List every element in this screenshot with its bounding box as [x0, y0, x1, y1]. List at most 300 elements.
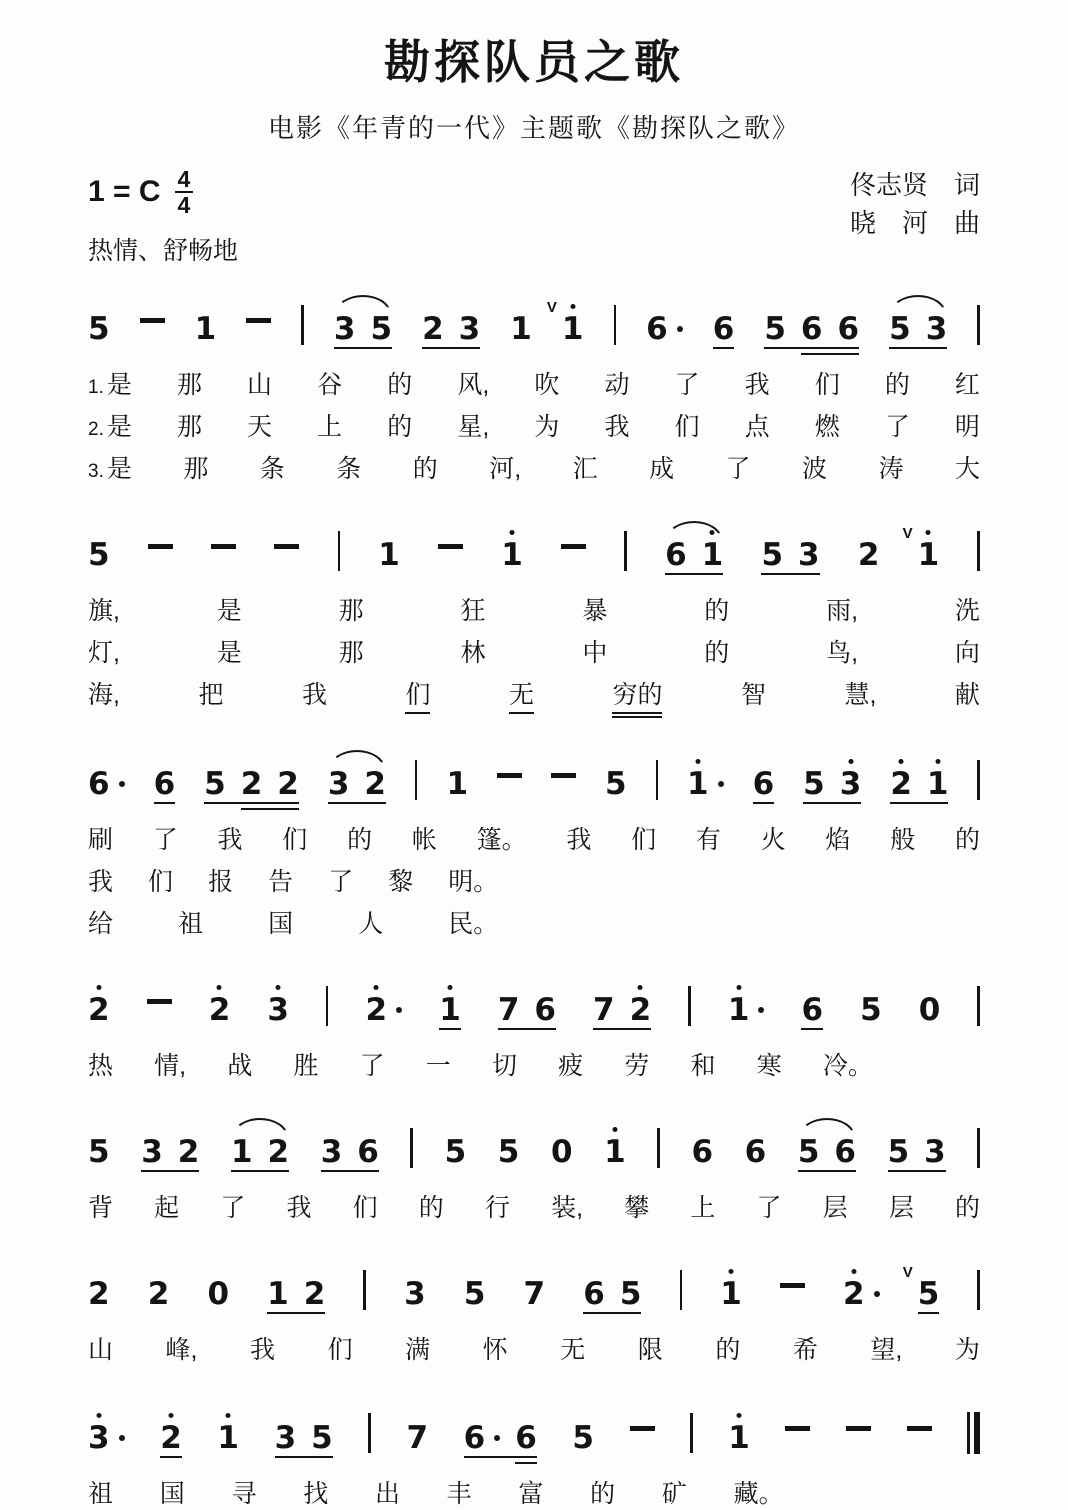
lyric-syllable: 装,	[551, 1194, 584, 1223]
beam-group	[204, 765, 299, 802]
lyric-syllable: 我	[250, 1336, 276, 1365]
note	[274, 1419, 297, 1456]
note-digit: 6	[646, 310, 668, 347]
beam-group	[497, 991, 556, 1028]
note-digit: 1	[439, 994, 461, 1027]
note-digit: 7	[406, 1419, 429, 1456]
lyric-syllable: 的	[884, 371, 910, 400]
note	[364, 765, 386, 802]
beam-group	[583, 1275, 642, 1312]
lyrics-line	[88, 1188, 980, 1224]
music-system	[88, 1250, 980, 1366]
note	[333, 310, 356, 347]
lyric-syllable: 山	[88, 1336, 114, 1365]
note	[691, 1133, 714, 1170]
note	[797, 1133, 820, 1170]
note-digit: 5	[444, 1133, 467, 1170]
note	[604, 1133, 626, 1170]
song-subtitle: 电影《年青的一代》主题歌《勘探队之歌》	[267, 114, 800, 143]
beam-underline	[275, 1456, 333, 1459]
beam-underline	[593, 1028, 651, 1031]
lyric-syllable: 们	[405, 675, 430, 714]
lyric-syllable: 3. 是	[88, 455, 132, 484]
note-digit: 2	[160, 1422, 182, 1455]
note	[404, 1275, 426, 1312]
beam-underline	[334, 347, 392, 350]
lyric-syllable: 有	[695, 826, 721, 855]
note-digit: 5	[797, 1133, 820, 1170]
lyrics-line	[88, 365, 980, 401]
lyrics-line	[88, 675, 980, 714]
beam-group	[800, 310, 860, 347]
lyric-syllable: 海,	[88, 681, 120, 710]
lyric-syllable: 寻	[231, 1480, 257, 1509]
note-digit: 1	[927, 768, 949, 801]
beam-group	[439, 991, 461, 1028]
note	[88, 1133, 110, 1170]
note	[267, 1275, 289, 1312]
barline	[326, 986, 329, 1026]
lyrics-line	[88, 407, 980, 443]
note-digit: 2	[303, 1275, 326, 1312]
note	[887, 1133, 910, 1170]
lyric-syllable: 人	[358, 910, 384, 939]
duration-dash	[140, 318, 165, 323]
lyric-syllable: 为	[534, 413, 560, 442]
beam-group	[153, 765, 176, 802]
lyric-syllable: 们	[352, 1194, 378, 1223]
lyric-syllable: 的	[412, 455, 438, 484]
slur-arc	[666, 521, 722, 540]
lyric-syllable: 们	[148, 868, 174, 897]
beam-group	[327, 765, 386, 802]
lyric-syllable: 热	[88, 1052, 114, 1081]
lyric-syllable: 帐	[411, 826, 437, 855]
beam-underline	[801, 1028, 823, 1031]
note	[147, 1275, 170, 1312]
note	[605, 765, 627, 802]
note	[88, 536, 110, 573]
notation-line	[88, 740, 980, 814]
slur-arc	[232, 1118, 288, 1137]
note	[88, 1419, 125, 1456]
note	[177, 1133, 200, 1170]
lyric-syllable: 般	[890, 826, 916, 855]
note-digit: 5	[88, 536, 110, 573]
beam-group	[274, 1419, 333, 1456]
slur-arc	[799, 1118, 855, 1137]
note-digit: 2	[177, 1133, 200, 1170]
lyric-syllable: 无	[560, 1336, 586, 1365]
barline	[690, 1413, 693, 1453]
lyric-syllable: 们	[282, 826, 308, 855]
score	[88, 285, 980, 1510]
note	[439, 991, 461, 1028]
lyric-syllable: 为	[954, 1336, 980, 1365]
octave-dot	[510, 530, 515, 535]
note	[752, 765, 775, 802]
note-digit: 6	[691, 1133, 714, 1170]
note-digit: 6	[534, 991, 556, 1028]
note	[88, 765, 125, 802]
lyric-syllable: 穷的	[612, 675, 662, 714]
octave-dot	[737, 1413, 742, 1418]
note-digit: 3	[327, 765, 350, 802]
note-digit: 3	[798, 536, 820, 573]
note	[463, 1275, 486, 1312]
lyricist-credit: 佟志贤 词	[849, 171, 980, 200]
lyric-syllable: 我	[301, 681, 327, 710]
note-digit: 1	[230, 1133, 253, 1170]
beam-group	[422, 310, 481, 347]
lyrics-line	[88, 1330, 980, 1366]
octave-dot	[217, 985, 222, 990]
lyric-syllable: 谷	[317, 371, 343, 400]
note-digit: 2	[240, 765, 263, 802]
note	[406, 1419, 429, 1456]
lyric-syllable: 了	[220, 1194, 246, 1223]
notation-line	[88, 285, 980, 359]
note	[764, 310, 786, 347]
note	[207, 1275, 230, 1312]
beam-underline	[154, 802, 176, 805]
lyric-syllable: 星,	[457, 413, 490, 442]
beam-group	[463, 1419, 537, 1456]
note-digit: 0	[918, 991, 941, 1028]
note	[744, 1133, 767, 1170]
note-digit: 5	[889, 310, 911, 347]
lyric-syllable: 上	[317, 413, 343, 442]
duration-dash	[438, 544, 463, 549]
beam-underline	[889, 347, 947, 350]
note-digit: 6	[463, 1419, 486, 1456]
key-tempo-block	[88, 167, 238, 267]
note	[720, 1275, 742, 1312]
note-digit: 2	[267, 1133, 290, 1170]
note-digit: 6	[801, 991, 824, 1028]
duration-dash	[630, 1426, 655, 1431]
lyric-syllable: 的	[347, 826, 373, 855]
lyric-syllable: 我	[217, 826, 243, 855]
note	[267, 991, 289, 1028]
notation-line	[88, 1250, 980, 1324]
note	[902, 524, 940, 573]
note-digit: 6	[515, 1419, 537, 1456]
note	[857, 536, 880, 573]
note-digit: 3	[88, 1422, 110, 1455]
octave-dot	[695, 759, 700, 764]
lyric-syllable: 焰	[825, 826, 851, 855]
lyric-syllable: 是	[216, 639, 242, 668]
note-digit: 1	[446, 765, 469, 802]
lyric-syllable: 吹	[534, 371, 560, 400]
note-digit: 1	[918, 539, 940, 572]
lyric-syllable: 篷。	[476, 826, 527, 855]
duration-dash	[147, 999, 172, 1004]
slur-arc	[335, 295, 391, 314]
duration-dash	[274, 544, 299, 549]
duration-dash	[551, 773, 576, 778]
lyrics-line	[88, 449, 980, 485]
beam-group	[752, 765, 775, 802]
note	[629, 991, 652, 1028]
beam-underline	[328, 802, 386, 805]
lyrics-line	[88, 862, 498, 898]
slur-arc	[329, 750, 385, 769]
augmentation-dot	[494, 1435, 500, 1441]
note	[925, 310, 948, 347]
beam-underline	[160, 1456, 182, 1459]
beam-underline	[798, 1170, 856, 1173]
barline	[415, 760, 418, 800]
verse-number: 2.	[88, 419, 104, 441]
octave-dot	[851, 1269, 856, 1274]
lyric-syllable: 林	[460, 639, 486, 668]
octave-dot	[926, 530, 931, 535]
breath-mark: V	[546, 298, 557, 316]
lyric-syllable: 我	[604, 413, 630, 442]
augmentation-dot	[718, 781, 724, 787]
lyric-syllable: 涛	[878, 455, 904, 484]
lyric-syllable: 峰,	[165, 1336, 198, 1365]
note	[839, 765, 862, 802]
tempo-marking: 热情、舒畅地	[88, 237, 239, 266]
note-digit: 5	[917, 1275, 940, 1312]
beam-group	[761, 536, 820, 573]
barline	[977, 1270, 980, 1310]
note-digit: 7	[593, 991, 615, 1028]
note	[303, 1275, 326, 1312]
beam-group	[889, 310, 948, 347]
note-digit: 1	[562, 313, 584, 346]
octave-dot	[570, 304, 575, 309]
beam-underline	[753, 802, 775, 805]
lyric-syllable: 找	[303, 1480, 329, 1509]
lyric-syllable: 波	[802, 455, 828, 484]
beam-underline	[764, 347, 859, 350]
barline	[680, 1270, 683, 1310]
note-digit: 2	[890, 768, 912, 801]
lyric-syllable: 暴	[582, 597, 608, 626]
beam-group	[240, 765, 299, 802]
note	[572, 1419, 594, 1456]
barline	[624, 531, 627, 571]
beam-underline	[665, 573, 723, 576]
lyric-syllable: 火	[760, 826, 786, 855]
barline	[688, 986, 691, 1026]
barline	[368, 1413, 371, 1453]
barline	[338, 531, 341, 571]
note-digit: 3	[320, 1133, 343, 1170]
lyric-syllable: 的	[590, 1480, 616, 1509]
note	[458, 310, 481, 347]
note	[837, 310, 860, 347]
beam-underline	[422, 347, 480, 350]
lyric-syllable: 富	[518, 1480, 544, 1509]
beam-underline	[713, 347, 735, 350]
lyric-syllable: 切	[491, 1052, 517, 1081]
lyric-syllable: 一	[425, 1052, 451, 1081]
note	[801, 991, 824, 1028]
note	[687, 765, 724, 802]
lyric-syllable: 明。	[448, 868, 499, 897]
note	[583, 1275, 605, 1312]
lyric-syllable: 祖	[88, 1480, 114, 1509]
lyric-syllable: 限	[637, 1336, 663, 1365]
lyric-syllable: 献	[954, 681, 980, 710]
breath-mark: V	[902, 1263, 913, 1281]
note-digit: 1	[501, 539, 523, 572]
note-digit: 5	[497, 1133, 520, 1170]
note-digit: 5	[572, 1419, 594, 1456]
note-digit: 5	[370, 310, 393, 347]
lyric-syllable: 寒	[756, 1052, 782, 1081]
verse-number: 3.	[88, 461, 104, 483]
note-digit: 5	[860, 991, 882, 1028]
beam-group	[665, 536, 724, 573]
note-digit: 5	[764, 310, 786, 347]
note	[515, 1419, 537, 1456]
beam-underline	[888, 1170, 946, 1173]
lyric-syllable: 的	[704, 597, 730, 626]
barline	[614, 305, 617, 345]
lyric-syllable: 了	[725, 455, 751, 484]
lyric-syllable: 我	[88, 868, 114, 897]
time-signature	[175, 167, 194, 217]
final-barline-thick	[974, 1412, 980, 1454]
lyric-syllable: 和	[690, 1052, 716, 1081]
lyric-syllable: 藏。	[733, 1480, 784, 1509]
note-digit: 2	[277, 765, 299, 802]
lyric-syllable: 层	[822, 1194, 848, 1223]
barline	[977, 760, 980, 800]
octave-dot	[168, 1413, 173, 1418]
note	[463, 1419, 501, 1456]
beam-underline	[890, 802, 948, 805]
note-digit: 6	[837, 310, 860, 347]
slur-arc	[890, 295, 946, 314]
duration-dash	[497, 773, 522, 778]
note-digit: 1	[378, 536, 400, 573]
note	[444, 1133, 467, 1170]
note-digit: 6	[800, 310, 823, 347]
lyrics-line	[88, 633, 980, 669]
lyric-syllable: 的	[704, 639, 730, 668]
music-system	[88, 740, 980, 940]
lyric-syllable: 那	[176, 371, 202, 400]
beam-underline	[761, 573, 819, 576]
lyric-syllable: 旗,	[88, 597, 120, 626]
lyric-syllable: 攀	[624, 1194, 650, 1223]
note	[267, 1133, 290, 1170]
lyric-syllable: 动	[604, 371, 630, 400]
note-digit: 2	[88, 1275, 110, 1312]
lyric-syllable: 把	[198, 681, 224, 710]
lyric-syllable: 条	[336, 455, 362, 484]
beam-group	[230, 1133, 290, 1170]
note	[365, 991, 403, 1028]
beam-underline	[803, 802, 861, 805]
note	[378, 536, 400, 573]
barline	[410, 1128, 413, 1168]
note	[800, 310, 823, 347]
beam-group	[160, 1419, 182, 1456]
note-digit: 5	[88, 310, 110, 347]
lyric-syllable: 的	[387, 413, 413, 442]
note-digit: 7	[523, 1275, 546, 1312]
lyric-syllable: 胜	[293, 1052, 319, 1081]
lyric-syllable: 黎	[388, 868, 414, 897]
note	[204, 765, 226, 802]
lyric-syllable: 中	[582, 639, 608, 668]
note-digit: 5	[605, 765, 627, 802]
note-digit: 5	[463, 1275, 486, 1312]
note	[593, 991, 615, 1028]
lyrics-line	[88, 820, 980, 856]
note-digit: 1	[267, 1275, 289, 1312]
octave-dot	[935, 759, 940, 764]
lyric-syllable: 条	[259, 455, 285, 484]
note	[217, 1419, 239, 1456]
lyric-syllable: 刷	[88, 826, 114, 855]
music-system	[88, 1392, 980, 1510]
lyric-syllable: 成	[649, 455, 675, 484]
lyrics-line	[88, 1474, 784, 1510]
note	[141, 1133, 163, 1170]
note	[422, 310, 444, 347]
beam-group	[890, 765, 949, 802]
lyric-syllable: 民。	[448, 910, 499, 939]
lyric-syllable: 鸟,	[826, 639, 859, 668]
note-digit: 6	[744, 1133, 767, 1170]
note	[88, 991, 110, 1028]
lyric-syllable: 雨,	[826, 597, 859, 626]
note-digit: 6	[153, 765, 176, 802]
credits-block	[850, 167, 980, 242]
note-digit: 1	[728, 1422, 750, 1455]
note-digit: 1	[217, 1422, 239, 1455]
note	[501, 536, 523, 573]
lyric-syllable: 丰	[446, 1480, 472, 1509]
note-digit: 3	[267, 994, 289, 1027]
note-digit: 3	[458, 310, 481, 347]
lyric-syllable: 的	[954, 1194, 980, 1223]
note	[798, 536, 820, 573]
lyric-syllable: 的	[954, 826, 980, 855]
barline	[301, 305, 304, 345]
lyric-syllable: 2. 是	[88, 413, 132, 442]
beam-underline	[204, 802, 299, 805]
note	[88, 310, 110, 347]
lyric-syllable: 我	[744, 371, 770, 400]
lyric-syllable: 汇	[572, 455, 598, 484]
note	[727, 991, 765, 1028]
lyric-syllable: 冷。	[822, 1052, 873, 1081]
lyric-syllable: 那	[183, 455, 209, 484]
lyric-syllable: 们	[674, 413, 700, 442]
augmentation-dot	[396, 1007, 402, 1013]
note	[890, 765, 912, 802]
note	[277, 765, 299, 802]
note-digit: 1	[510, 310, 532, 347]
music-system	[88, 511, 980, 714]
lyric-syllable: 明	[954, 413, 980, 442]
barline	[977, 1128, 980, 1168]
note-digit: 2	[364, 765, 386, 802]
note	[860, 991, 882, 1028]
note-digit: 5	[88, 1133, 110, 1170]
beam-group	[803, 765, 862, 802]
